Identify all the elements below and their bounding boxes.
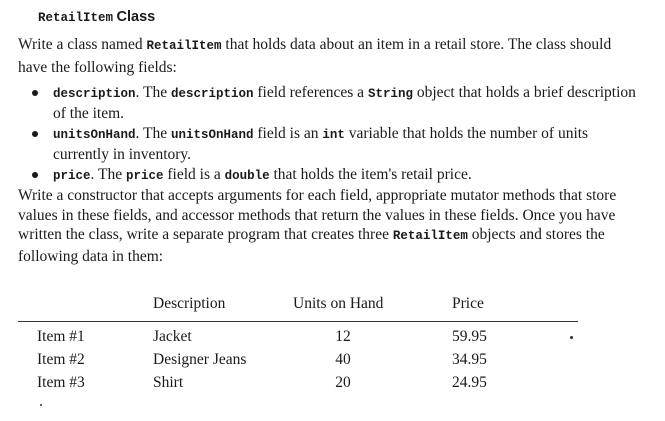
row-units: 12: [335, 328, 351, 345]
field-text: field references a: [253, 84, 368, 101]
field-type: double: [224, 169, 270, 183]
intro-pre: Write a class named: [18, 36, 147, 53]
field-text: . The: [135, 84, 171, 101]
table-row: [0, 374, 665, 396]
header-units: Units on Hand: [293, 295, 384, 312]
field-type: String: [367, 87, 413, 101]
row-price: 34.95: [452, 351, 487, 368]
field-type: int: [322, 128, 345, 142]
table-row: [0, 328, 665, 350]
list-item: [22, 83, 642, 123]
field-code: price: [125, 169, 164, 183]
bullet-icon: [32, 90, 38, 96]
list-item: [22, 165, 642, 186]
bullet-icon: [32, 131, 38, 137]
field-text: . The: [135, 125, 171, 142]
row-label: Item #3: [37, 374, 85, 391]
title-class-name: RetailItem: [38, 11, 114, 25]
table-row: [0, 351, 665, 373]
intro-code: RetailItem: [146, 39, 222, 53]
para2-pre: Write a constructor that accepts arguments for each field, appropriate mutator methods that store values in these fields, and accessor methods that return the values in these fields. Once you have written the class, write a separate program that creates three: [18, 187, 617, 243]
field-text: field is a: [163, 166, 225, 183]
field-text: field is an: [253, 125, 323, 142]
row-units: 40: [335, 351, 351, 368]
list-item: [22, 124, 642, 164]
scan-speck: [40, 404, 42, 406]
field-name: description: [53, 87, 136, 101]
title-class-word: Class: [116, 9, 156, 25]
para2-post: objects and stores the following data in them:: [18, 226, 605, 265]
field-name: price: [53, 169, 91, 183]
field-text: . The: [90, 166, 126, 183]
row-label: Item #2: [37, 351, 85, 368]
header-description: Description: [153, 295, 226, 312]
intro-paragraph: [18, 34, 638, 78]
field-code: unitsOnHand: [170, 128, 254, 142]
field-text: object that holds a brief description of the item.: [53, 84, 636, 122]
field-code: description: [170, 87, 254, 101]
field-list: [22, 83, 642, 187]
row-label: Item #1: [37, 328, 85, 345]
para2-code: RetailItem: [392, 229, 468, 243]
row-description: Shirt: [153, 374, 184, 391]
page-title: [38, 9, 155, 26]
row-description: Jacket: [153, 328, 192, 345]
field-text: variable that holds the number of units currently in inventory.: [53, 125, 589, 163]
table-divider: [18, 321, 578, 322]
instructions-paragraph: [18, 186, 643, 266]
bullet-icon: [32, 172, 38, 178]
header-price: Price: [452, 295, 484, 312]
row-price: 24.95: [452, 374, 487, 391]
field-name: unitsOnHand: [53, 128, 136, 142]
field-text: that holds the item's retail price.: [269, 166, 472, 183]
scan-speck: [570, 336, 573, 339]
row-description: Designer Jeans: [153, 351, 247, 368]
intro-post: that holds data about an item in a retail store. The class should have the following fields:: [18, 36, 612, 76]
row-units: 20: [335, 374, 351, 391]
row-price: 59.95: [452, 328, 487, 345]
